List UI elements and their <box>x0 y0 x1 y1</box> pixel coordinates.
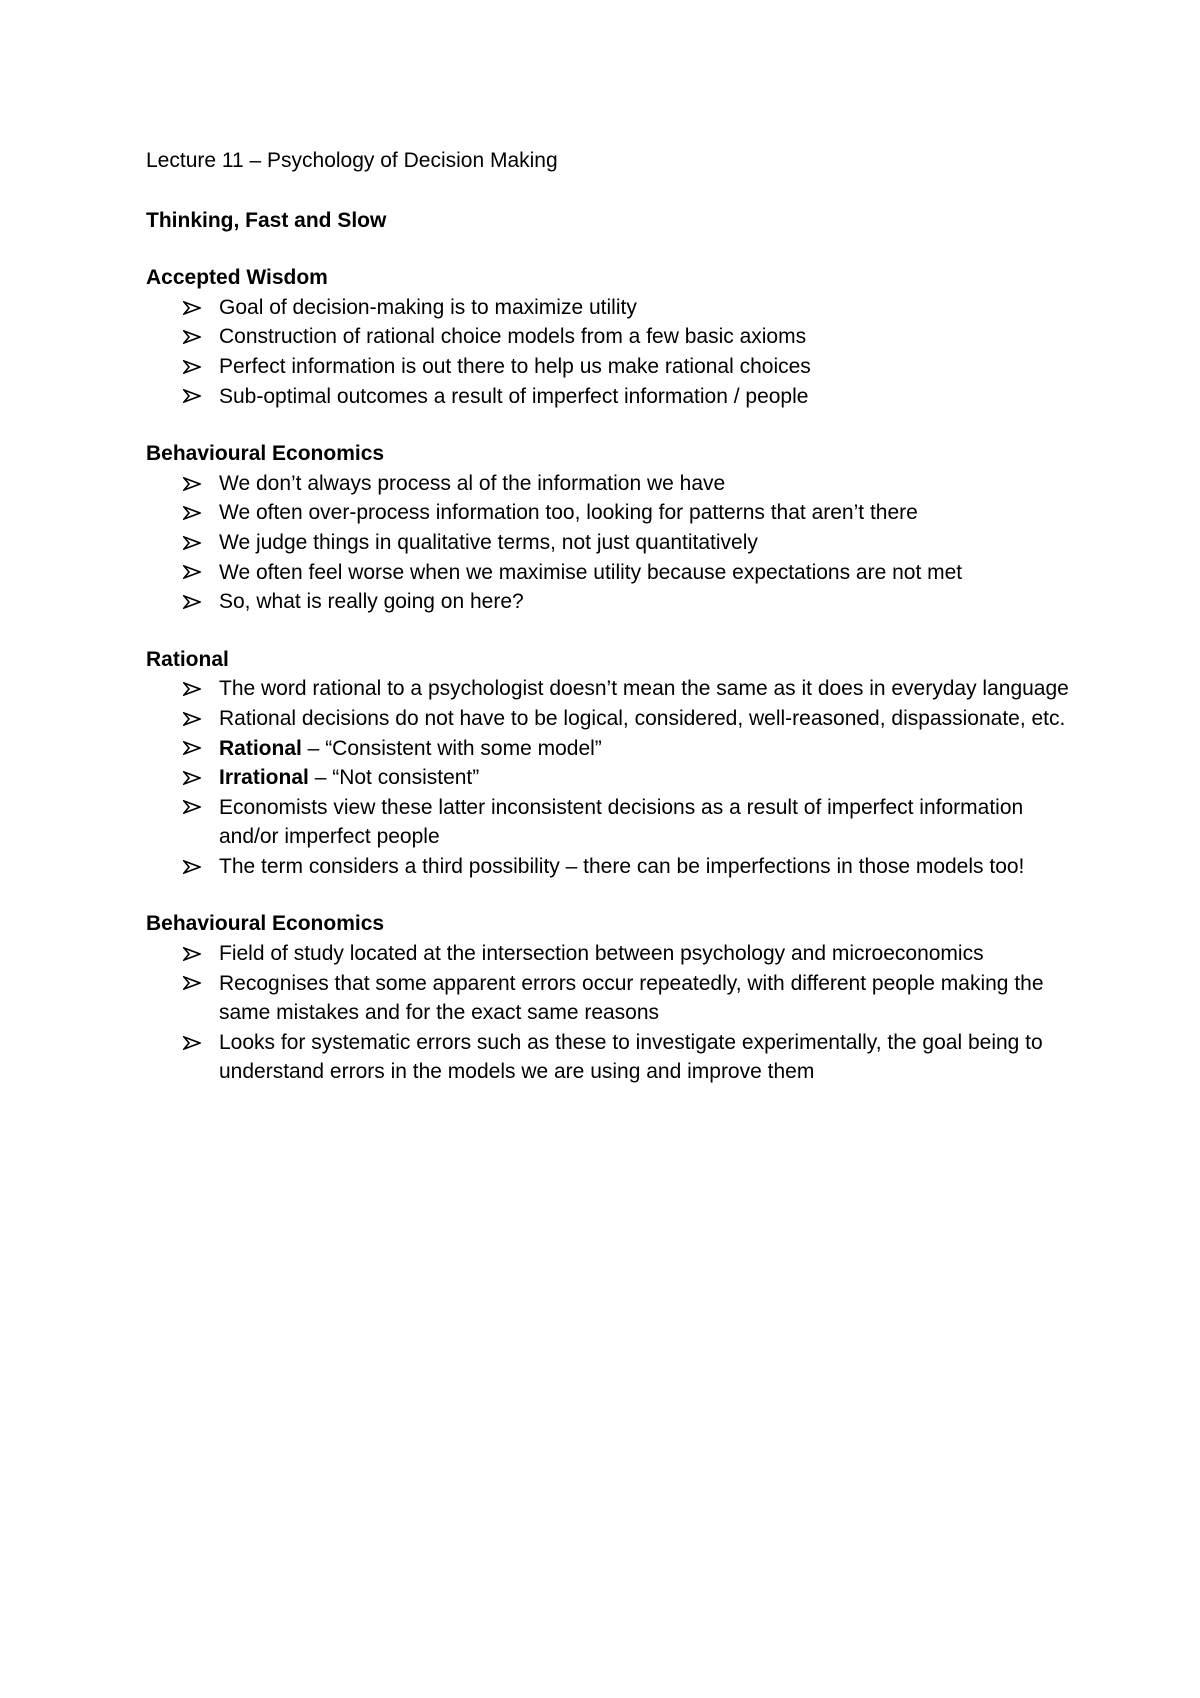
bullet-item <box>146 704 1076 734</box>
arrow-bullet-icon <box>183 498 205 528</box>
arrow-bullet-icon <box>183 793 205 823</box>
bullet-item <box>146 674 1076 704</box>
section-rational <box>146 645 1076 882</box>
arrow-bullet-icon <box>183 734 205 764</box>
section-accepted-wisdom <box>146 263 1076 411</box>
bullet-text: We often feel worse when we maximise utility because expectations are not met <box>219 560 963 584</box>
bullet-text: Rational decisions do not have to be logical, considered, well-reasoned, dispassionate, etc. <box>219 706 1066 730</box>
bullet-list <box>146 469 1076 617</box>
bullet-item <box>146 734 1076 764</box>
section-heading: Rational <box>146 647 229 671</box>
section-heading: Accepted Wisdom <box>146 266 328 290</box>
bullet-item <box>146 558 1076 588</box>
bullet-item <box>146 469 1076 499</box>
bullet-text: So, what is really going on here? <box>219 590 524 614</box>
section-heading: Behavioural Economics <box>146 442 385 466</box>
arrow-bullet-icon <box>183 969 205 999</box>
document-subtitle: Thinking, Fast and Slow <box>146 208 387 232</box>
bullet-text: Recognises that some apparent errors occur repeatedly, with different people making the same mistakes and for the exact same reasons <box>219 971 1044 1025</box>
bullet-text: – “Consistent with some model” <box>301 736 602 760</box>
bullet-item <box>146 969 1076 1028</box>
bullet-item <box>146 852 1076 882</box>
bullet-item <box>146 793 1076 852</box>
bullet-item <box>146 1028 1076 1087</box>
bullet-item <box>146 498 1076 528</box>
arrow-bullet-icon <box>183 469 205 499</box>
arrow-bullet-icon <box>183 587 205 617</box>
bullet-item <box>146 528 1076 558</box>
bullet-list <box>146 939 1076 1087</box>
arrow-bullet-icon <box>183 674 205 704</box>
arrow-bullet-icon <box>183 382 205 412</box>
bullet-text: Economists view these latter inconsistent decisions as a result of imperfect information and/or imperfect people <box>219 795 1024 849</box>
arrow-bullet-icon <box>183 763 205 793</box>
bullet-item <box>146 352 1076 382</box>
section-behavioural-economics-2 <box>146 909 1076 1087</box>
arrow-bullet-icon <box>183 558 205 588</box>
bullet-item <box>146 322 1076 352</box>
bullet-item <box>146 939 1076 969</box>
bullet-text: Looks for systematic errors such as these to investigate experimentally, the goal being to understand errors in the models we are using and improve them <box>219 1030 1043 1084</box>
arrow-bullet-icon <box>183 352 205 382</box>
arrow-bullet-icon <box>183 293 205 323</box>
bullet-list <box>146 293 1076 411</box>
bullet-term: Irrational <box>219 766 309 790</box>
bullet-text: We judge things in qualitative terms, not just quantitatively <box>219 530 758 554</box>
bullet-term: Rational <box>219 736 302 760</box>
bullet-item <box>146 382 1076 412</box>
bullet-list <box>146 674 1076 881</box>
bullet-item <box>146 587 1076 617</box>
bullet-item <box>146 763 1076 793</box>
bullet-text: – “Not consistent” <box>308 766 480 790</box>
bullet-text: We don’t always process al of the information we have <box>219 471 726 495</box>
arrow-bullet-icon <box>183 704 205 734</box>
bullet-text: Construction of rational choice models from a few basic axioms <box>219 325 807 349</box>
document-page <box>146 146 1076 1087</box>
bullet-text: Sub-optimal outcomes a result of imperfect information / people <box>219 384 809 408</box>
bullet-text: We often over-process information too, looking for patterns that aren’t there <box>219 501 918 525</box>
arrow-bullet-icon <box>183 1028 205 1058</box>
bullet-text: Field of study located at the intersection between psychology and microeconomics <box>219 942 984 966</box>
bullet-item <box>146 293 1076 323</box>
arrow-bullet-icon <box>183 528 205 558</box>
arrow-bullet-icon <box>183 852 205 882</box>
bullet-text: Goal of decision-making is to maximize utility <box>219 295 637 319</box>
bullet-text: Perfect information is out there to help us make rational choices <box>219 354 811 378</box>
section-behavioural-economics <box>146 439 1076 617</box>
bullet-text: The term considers a third possibility – there can be imperfections in those models too! <box>219 854 1025 878</box>
arrow-bullet-icon <box>183 322 205 352</box>
arrow-bullet-icon <box>183 939 205 969</box>
document-title: Lecture 11 – Psychology of Decision Making <box>146 149 558 172</box>
section-heading: Behavioural Economics <box>146 912 385 936</box>
bullet-text: The word rational to a psychologist doesn’t mean the same as it does in everyday language <box>219 677 1069 701</box>
